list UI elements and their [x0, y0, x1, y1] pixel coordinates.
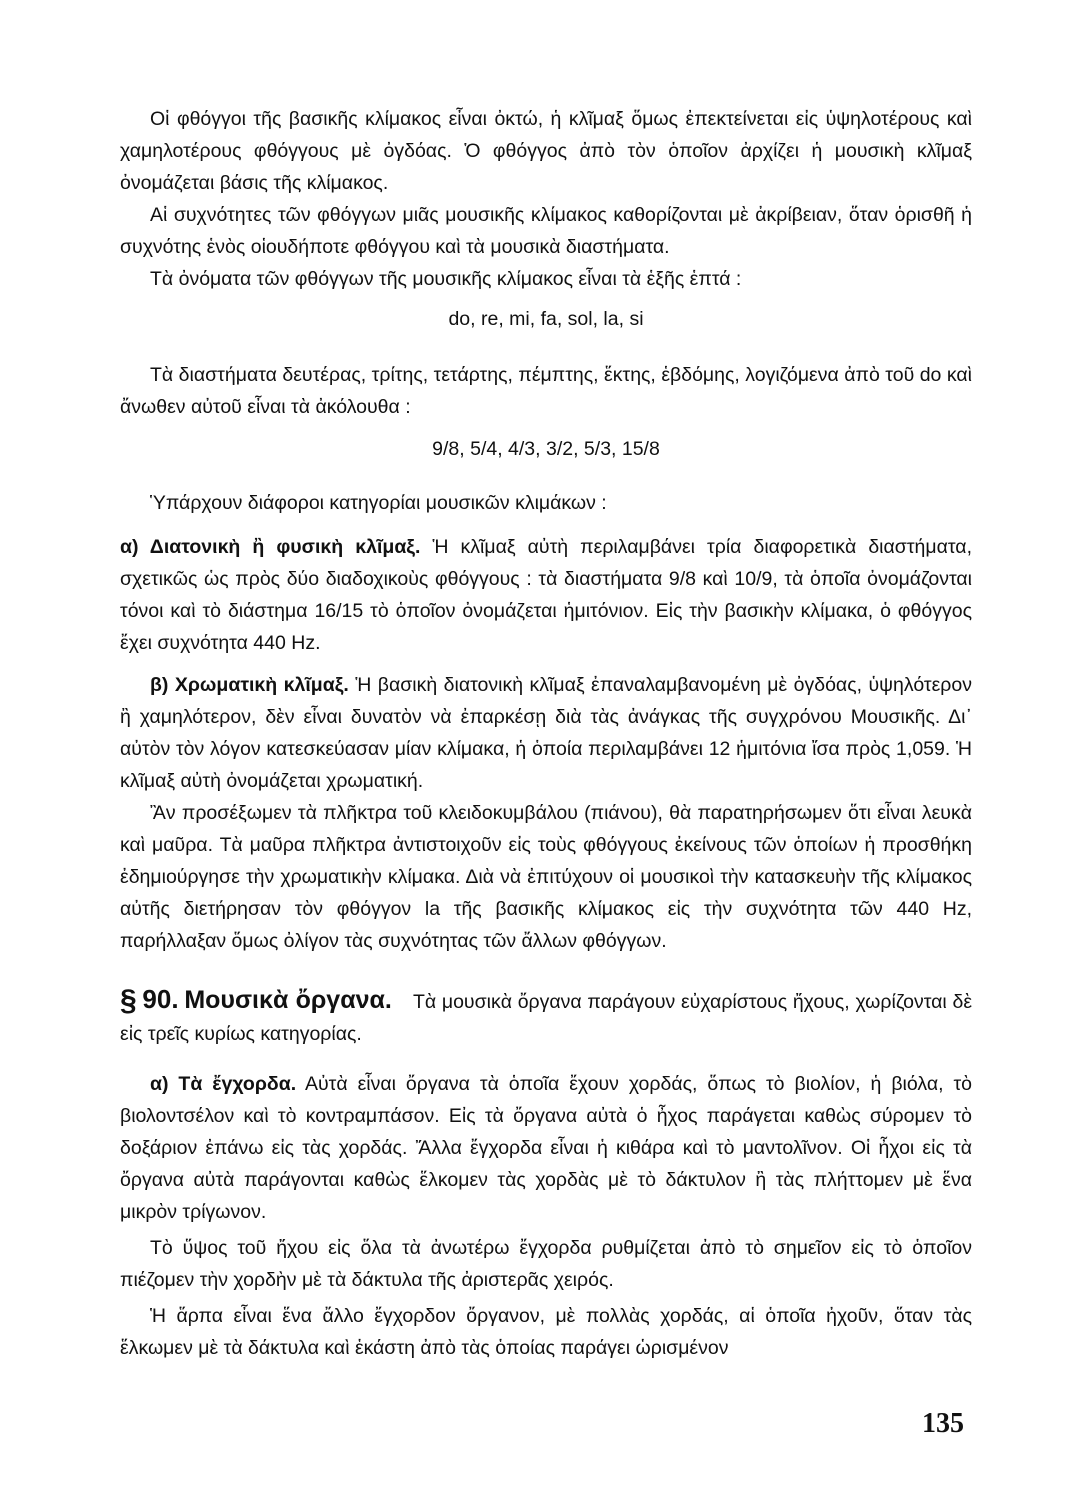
string-instruments-heading: α) Τὰ ἔγχορδα.	[150, 1073, 297, 1095]
section-intro-text: Τὰ μουσικὰ ὄργανα παράγουν εὐχαρίστους ἤχους, χωρίζονται δὲ εἰς τρεῖς κυρίως κατηγορίας.	[120, 991, 973, 1045]
chromatic-scale-heading: β) Χρωματικὴ κλῖμαξ.	[150, 674, 349, 696]
paragraph-piano-keys: Ἂν προσέξωμεν τὰ πλῆκτρα τοῦ κλειδοκυμβάλου (πιάνου), θὰ παρατηρήσωμεν ὅτι εἶναι λευκὰ καὶ μαῦρα. Τὰ μαῦρα πλῆκτρα ἀντιστοιχοῦν εἰς τοὺς φθόγγους ἐκείνους τῶν ὁποίων ἡ προσθήκη ἐδημιούργησε τὴν χρωματικὴν κλίμακα. Διὰ νὰ ἐπιτύχουν οἱ μουσικοὶ τὴν κατασκευὴν τῆς κλίμακος αὐτῆς διετήρησαν τὸν φθόγγον la τῆς βασικῆς κλίμακος εἰς τὴν συχνότητα τῶν 440 Hz, παρήλλαξαν ὅμως ὀλίγον τὰς συχνότητας τῶν ἄλλων φθόγγων.	[120, 802, 972, 952]
paragraph-scale-octave: Οἱ φθόγγοι τῆς βασικῆς κλίμακος εἶναι ὀκτώ, ἡ κλῖμαξ ὅμως ἐπεκτείνεται εἰς ὑψηλοτέρους καὶ χαμηλοτέρους φθόγγους μὲ ὀγδόας. Ὁ φθόγγος ἀπὸ τὸν ὁποῖον ἀρχίζει ἡ μουσικὴ κλῖμαξ ὀνομάζεται βάσις τῆς κλίμακος.	[120, 108, 972, 194]
section-number: 90.	[142, 984, 179, 1014]
section-title: Μουσικὰ ὄργανα.	[184, 986, 392, 1014]
paragraph-frequencies: Αἱ συχνότητες τῶν φθόγγων μιᾶς μουσικῆς κλίμακος καθορίζονται μὲ ἀκρίβειαν, ὅταν ὁρισθῆ ἡ συχνότης ἑνὸς οἱουδήποτε φθόγγου καὶ τὰ μουσικὰ διαστήματα.	[120, 204, 972, 258]
paragraph-chromatic-scale	[120, 669, 972, 797]
paragraph-string-instruments	[120, 1068, 972, 1228]
paragraph-note-names-intro: Τὰ ὀνόματα τῶν φθόγγων τῆς μουσικῆς κλίμακος εἶναι τὰ ἑξῆς ἑπτά :	[150, 268, 742, 290]
interval-ratios: 9/8, 5/4, 4/3, 3/2, 5/3, 15/8	[432, 438, 660, 460]
diatonic-scale-text: Ἡ κλῖμαξ αὐτὴ περιλαμβάνει τρία διαφορετικὰ διαστήματα, σχετικῶς ὡς πρὸς δύο διαδοχικοὺς φθόγγους : τὰ διαστήματα 9/8 καὶ 10/9, τὰ ὁποῖα ὀνομάζονται τόνοι καὶ τὸ διάστημα 16/15 τὸ ὁποῖον ὀνομάζεται ἡμιτόνιον. Εἰς τὴν βασικὴν κλίμακα, ὁ φθόγγος ἔχει συχνότητα 440 Hz.	[120, 536, 973, 654]
section-symbol: §	[120, 984, 137, 1017]
paragraph-intervals: Τὰ διαστήματα δευτέρας, τρίτης, τετάρτης, πέμπτης, ἕκτης, ἑβδόμης, λογιζόμενα ἀπὸ τοῦ do καὶ ἄνωθεν αὐτοῦ εἶναι τὰ ἀκόλουθα :	[120, 364, 972, 418]
paragraph-scale-categories: Ὑπάρχουν διάφοροι κατηγορίαι μουσικῶν κλιμάκων :	[150, 492, 607, 514]
section-90	[120, 983, 972, 1050]
paragraph-diatonic-scale	[120, 531, 972, 659]
paragraph-pitch-control: Τὸ ὕψος τοῦ ἤχου εἰς ὅλα τὰ ἀνωτέρω ἔγχορδα ρυθμίζεται ἀπὸ τὸ σημεῖον εἰς τὸ ὁποῖον πιέζομεν τὴν χορδὴν μὲ τὰ δάκτυλα τῆς ἀριστερᾶς χειρός.	[120, 1237, 972, 1291]
diatonic-scale-heading: α) Διατονικὴ ἢ φυσικὴ κλῖμαξ.	[120, 536, 421, 558]
paragraph-harp: Ἡ ἅρπα εἶναι ἕνα ἄλλο ἔγχορδον ὄργανον, μὲ πολλὰς χορδάς, αἱ ὁποῖα ἠχοῦν, ὅταν τὰς ἕλκωμεν μὲ τὰ δάκτυλα καὶ ἑκάστη ἀπὸ τὰς ὁποίας παράγει ὡρισμένον	[120, 1305, 972, 1359]
page-body	[120, 103, 972, 1364]
page-number: 135	[922, 1408, 964, 1439]
chromatic-scale-text: Ἡ βασικὴ διατονικὴ κλῖμαξ ἐπαναλαμβανομένη μὲ ὀγδόας, ὑψηλότερον ἢ χαμηλότερον, δὲν εἶναι δυνατὸν νὰ ἐπαρκέσῃ διὰ τὰς ἀνάγκας τῆς συγχρόνου Μουσικῆς. Δι᾽ αὐτὸν τὸν λόγον κατεσκεύασαν μίαν κλίμακα, ἡ ὁποία περιλαμβάνει 12 ἡμιτόνια ἴσα πρὸς 1,059. Ἡ κλῖμαξ αὐτὴ ὀνομάζεται χρωματική.	[120, 674, 972, 792]
string-instruments-text: Αὐτὰ εἶναι ὄργανα τὰ ὁποῖα ἔχουν χορδάς, ὅπως τὸ βιολίον, ἡ βιόλα, τὸ βιολοντσέλον καὶ τὸ κοντραμπάσον. Εἰς τὰ ὄργανα αὐτὰ ὁ ἦχος παράγεται καθὼς σύρομεν τὸ δοξάριον ἐπάνω εἰς τὰς χορδάς. Ἄλλα ἔγχορδα εἶναι ἡ κιθάρα καὶ τὸ μαντολῖνον. Οἱ ἦχοι εἰς τὰ ὄργανα αὐτὰ παράγονται καθὼς ἕλκομεν τὰς χορδὰς μὲ τὸ δάκτυλον ἢ τὰς πλήττομεν μὲ ἕνα μικρὸν τρίγωνον.	[120, 1073, 973, 1223]
note-names-list: do, re, mi, fa, sol, la, si	[448, 308, 644, 330]
